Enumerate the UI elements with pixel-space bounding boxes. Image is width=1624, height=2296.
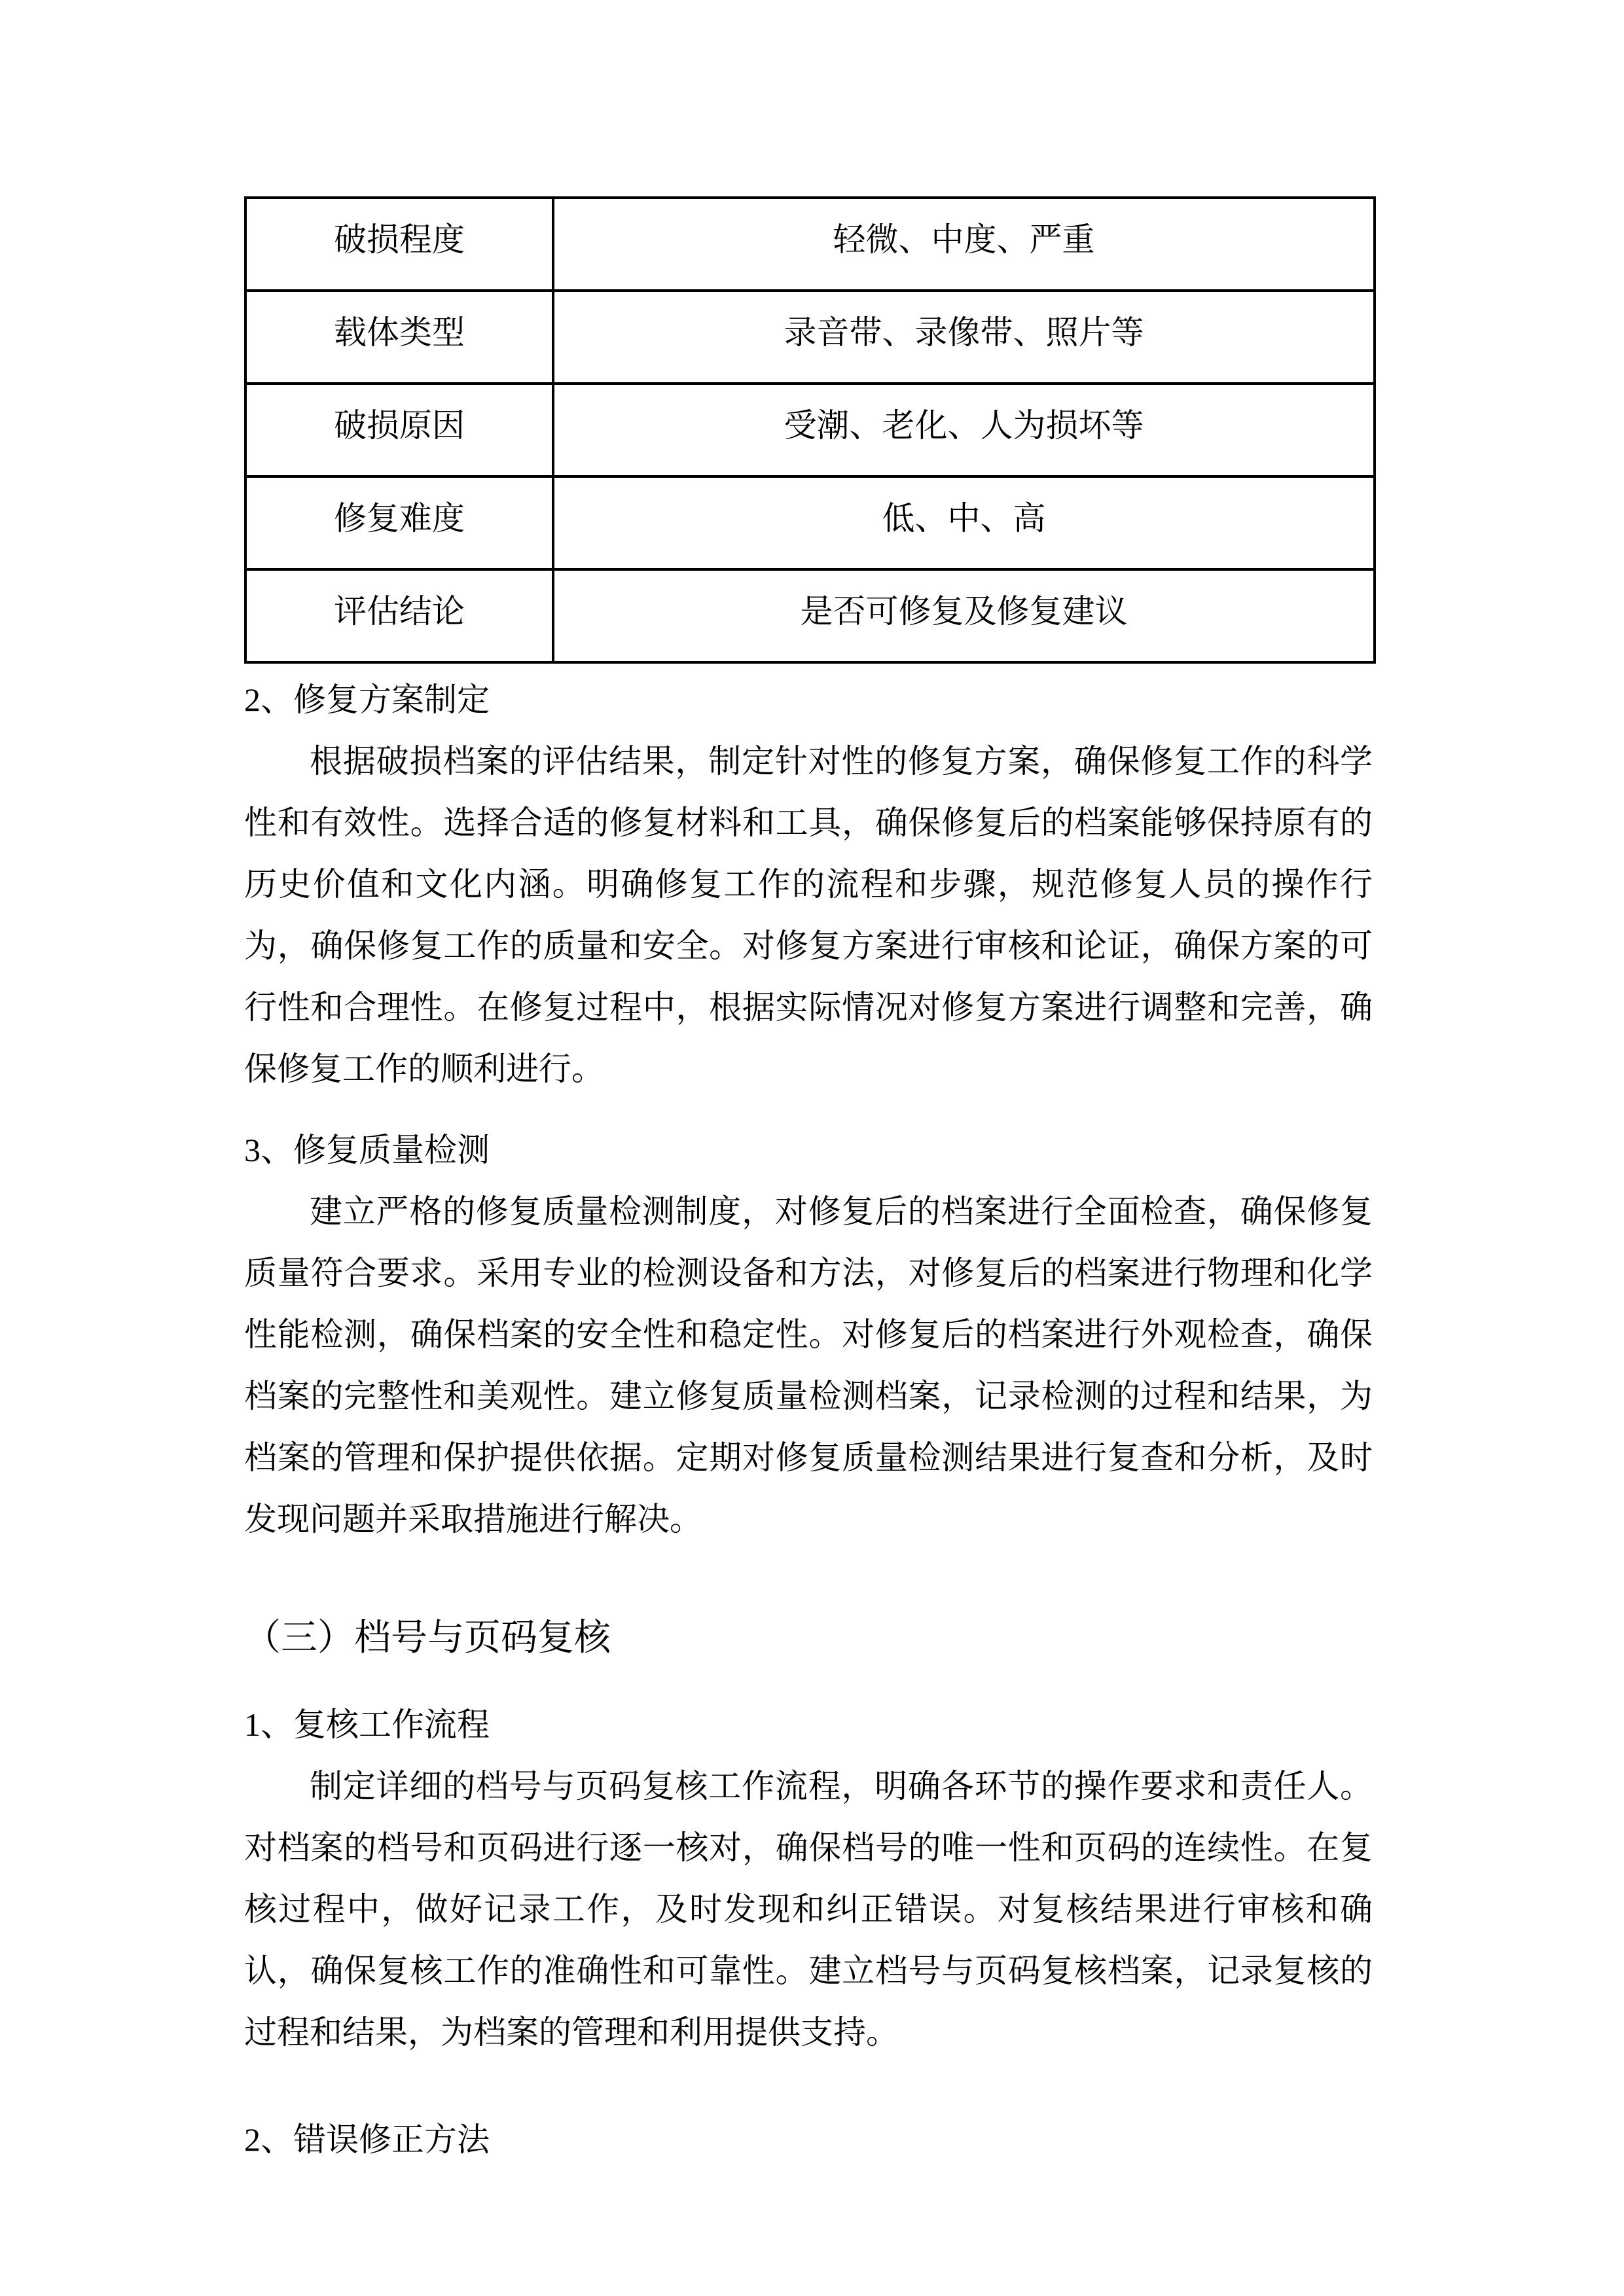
- section-heading-repair-plan: 2、修复方案制定: [244, 681, 490, 718]
- row-value-cell: 受潮、老化、人为损坏等: [553, 384, 1375, 476]
- section-heading-quality-check: 3、修复质量检测: [244, 1132, 490, 1168]
- subsection-heading-file-number-review: （三）档号与页码复核: [244, 1618, 611, 1659]
- row-value-cell: 录音带、录像带、照片等: [553, 291, 1375, 384]
- assessment-table: [244, 196, 1376, 664]
- table-row: [245, 384, 1375, 476]
- paragraph-repair-plan: 根据破损档案的评估结果，制定针对性的修复方案，确保修复工作的科学性和有效性。选择合适的修复材料和工具，确保修复后的档案能够保持原有的历史价值和文化内涵。明确修复工作的流程和步骤，规范修复人员的操作行为，确保修复工作的质量和安全。对修复方案进行审核和论证，确保方案的可行性和合理性。在修复过程中，根据实际情况对修复方案进行调整和完善，确保修复工作的顺利进行。: [244, 743, 1373, 1087]
- section-heading-review-workflow: 1、复核工作流程: [244, 1706, 490, 1743]
- paragraph-quality-check: 建立严格的修复质量检测制度，对修复后的档案进行全面检查，确保修复质量符合要求。采用专业的检测设备和方法，对修复后的档案进行物理和化学性能检测，确保档案的安全性和稳定性。对修复后的档案进行外观检查，确保档案的完整性和美观性。建立修复质量检测档案，记录检测的过程和结果，为档案的管理和保护提供依据。定期对修复质量检测结果进行复查和分析，及时发现问题并采取措施进行解决。: [244, 1193, 1373, 1537]
- section-heading-error-correction: 2、错误修正方法: [244, 2121, 490, 2158]
- row-label-cell: 修复难度: [245, 476, 553, 569]
- document-content: [244, 196, 1373, 2170]
- row-label-cell: 载体类型: [245, 291, 553, 384]
- row-value-cell: 低、中、高: [553, 476, 1375, 569]
- row-label-cell: 评估结论: [245, 569, 553, 662]
- table-row: [245, 198, 1375, 291]
- table-row: [245, 476, 1375, 569]
- row-value-cell: 是否可修复及修复建议: [553, 569, 1375, 662]
- row-label-cell: 破损原因: [245, 384, 553, 476]
- row-value-cell: 轻微、中度、严重: [553, 198, 1375, 291]
- table-row: [245, 569, 1375, 662]
- table-row: [245, 291, 1375, 384]
- row-label-cell: 破损程度: [245, 198, 553, 291]
- paragraph-review-workflow: 制定详细的档号与页码复核工作流程，明确各环节的操作要求和责任人。对档案的档号和页码进行逐一核对，确保档号的唯一性和页码的连续性。在复核过程中，做好记录工作，及时发现和纠正错误。对复核结果进行审核和确认，确保复核工作的准确性和可靠性。建立档号与页码复核档案，记录复核的过程和结果，为档案的管理和利用提供支持。: [244, 1768, 1373, 2051]
